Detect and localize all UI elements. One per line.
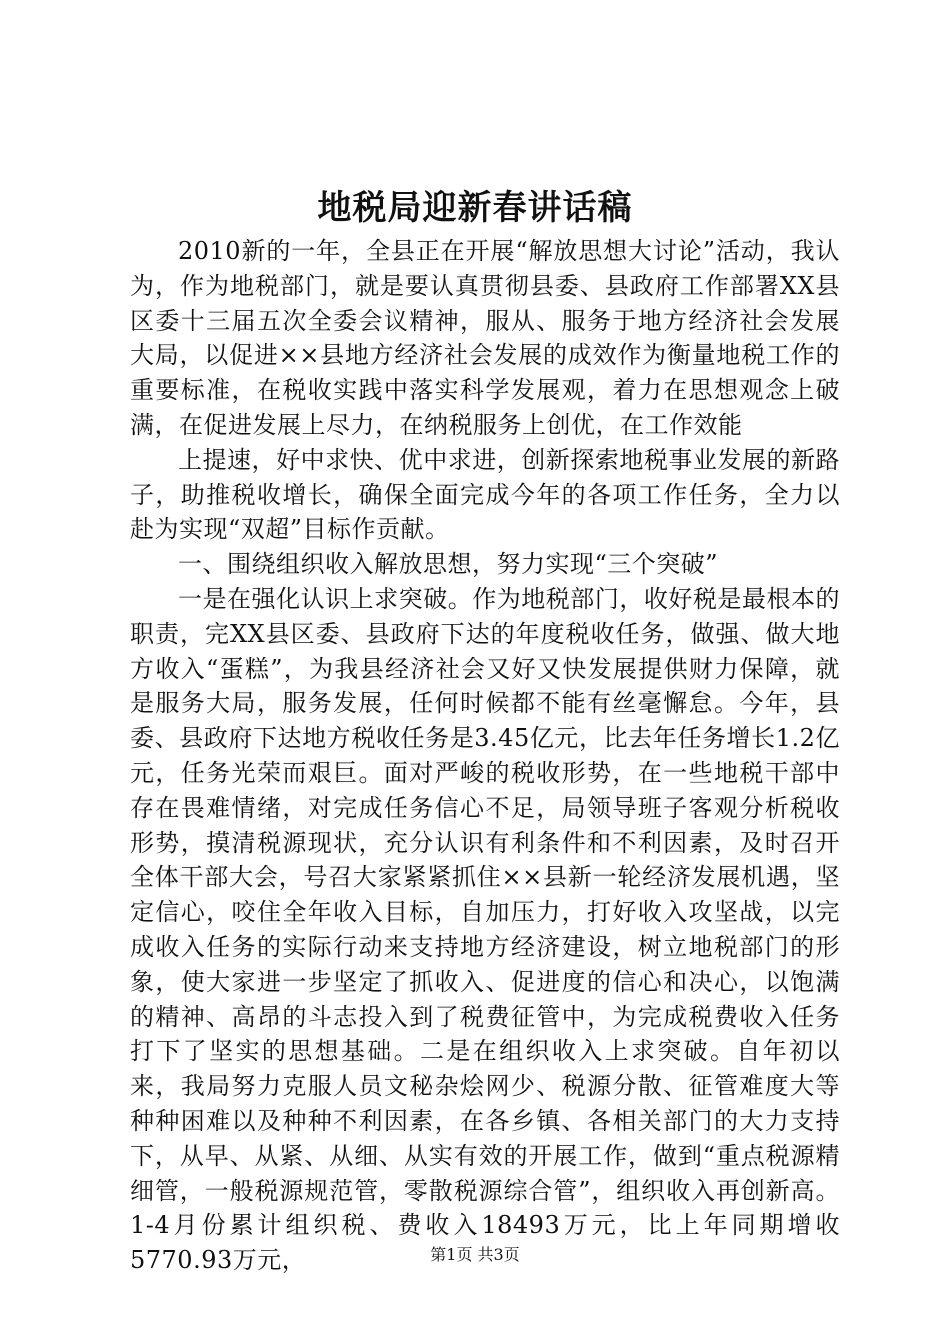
document-body	[130, 234, 840, 1278]
paragraph-intro: 2010新的一年，全县正在开展“解放思想大讨论”活动，我认为，作为地税部门，就是要认真贯彻县委、县政府工作部署XX县区委十三届五次全委会议精神，服从、服务于地方经济社会发展大局，以促进××县地方经济社会发展的成效作为衡量地税工作的重要标准，在税收实践中落实科学发展观，着力在思想观念上破满，在促进发展上尽力，在纳税服务上创优，在工作效能	[130, 237, 840, 439]
paragraph-continuation: 上提速，好中求快、优中求进，创新探索地税事业发展的新路子，助推税收增长，确保全面完成今年的各项工作任务，全力以赴为实现“双超”目标作贡献。	[130, 445, 840, 544]
document-title: 地税局迎新春讲话稿	[317, 188, 633, 228]
paragraph-main: 一是在强化认识上求突破。作为地税部门，收好税是最根本的职责，完XX县区委、县政府下达的年度税收任务，做强、做大地方收入“蛋糕”，为我县经济社会又好又快发展提供财力保障，就是服务大局，服务发展，任何时候都不能有丝毫懈怠。今年，县委、县政府下达地方税收任务是3.45亿元，比去年任务增长1.2亿元，任务光荣而艰巨。面对严峻的税收形势，在一些地税干部中存在畏难情绪，对完成任务信心不足，局领导班子客观分析税收形势，摸清税源现状，充分认识有利条件和不利因素，及时召开全体干部大会，号召大家紧紧抓住××县新一轮经济发展机遇，坚定信心，咬住全年收入目标，自加压力，打好收入攻坚战，以完成收入任务的实际行动来支持地方经济建设，树立地税部门的形象，使大家进一步坚定了抓收入、促进度的信心和决心，以饱满的精神、高昂的斗志投入到了税费征管中，为完成税费收入任务打下了坚实的思想基础。二是在组织收入上求突破。自年初以来，我局努力克服人员文秘杂烩网少、税源分散、征管难度大等种种困难以及种种不利因素，在各乡镇、各相关部门的大力支持下，从早、从紧、从细、从实有效的开展工作，做到“重点税源精细管，一般税源规范管，零散税源综合管”，组织收入再创新高。1-4月份累计组织税、费收入18493万元，比上年同期增收5770.93万元，	[130, 584, 840, 1275]
page-number-footer: 第1页 共3页	[430, 1245, 520, 1264]
section-heading: 一、围绕组织收入解放思想，努力实现“三个突破”	[178, 550, 719, 579]
